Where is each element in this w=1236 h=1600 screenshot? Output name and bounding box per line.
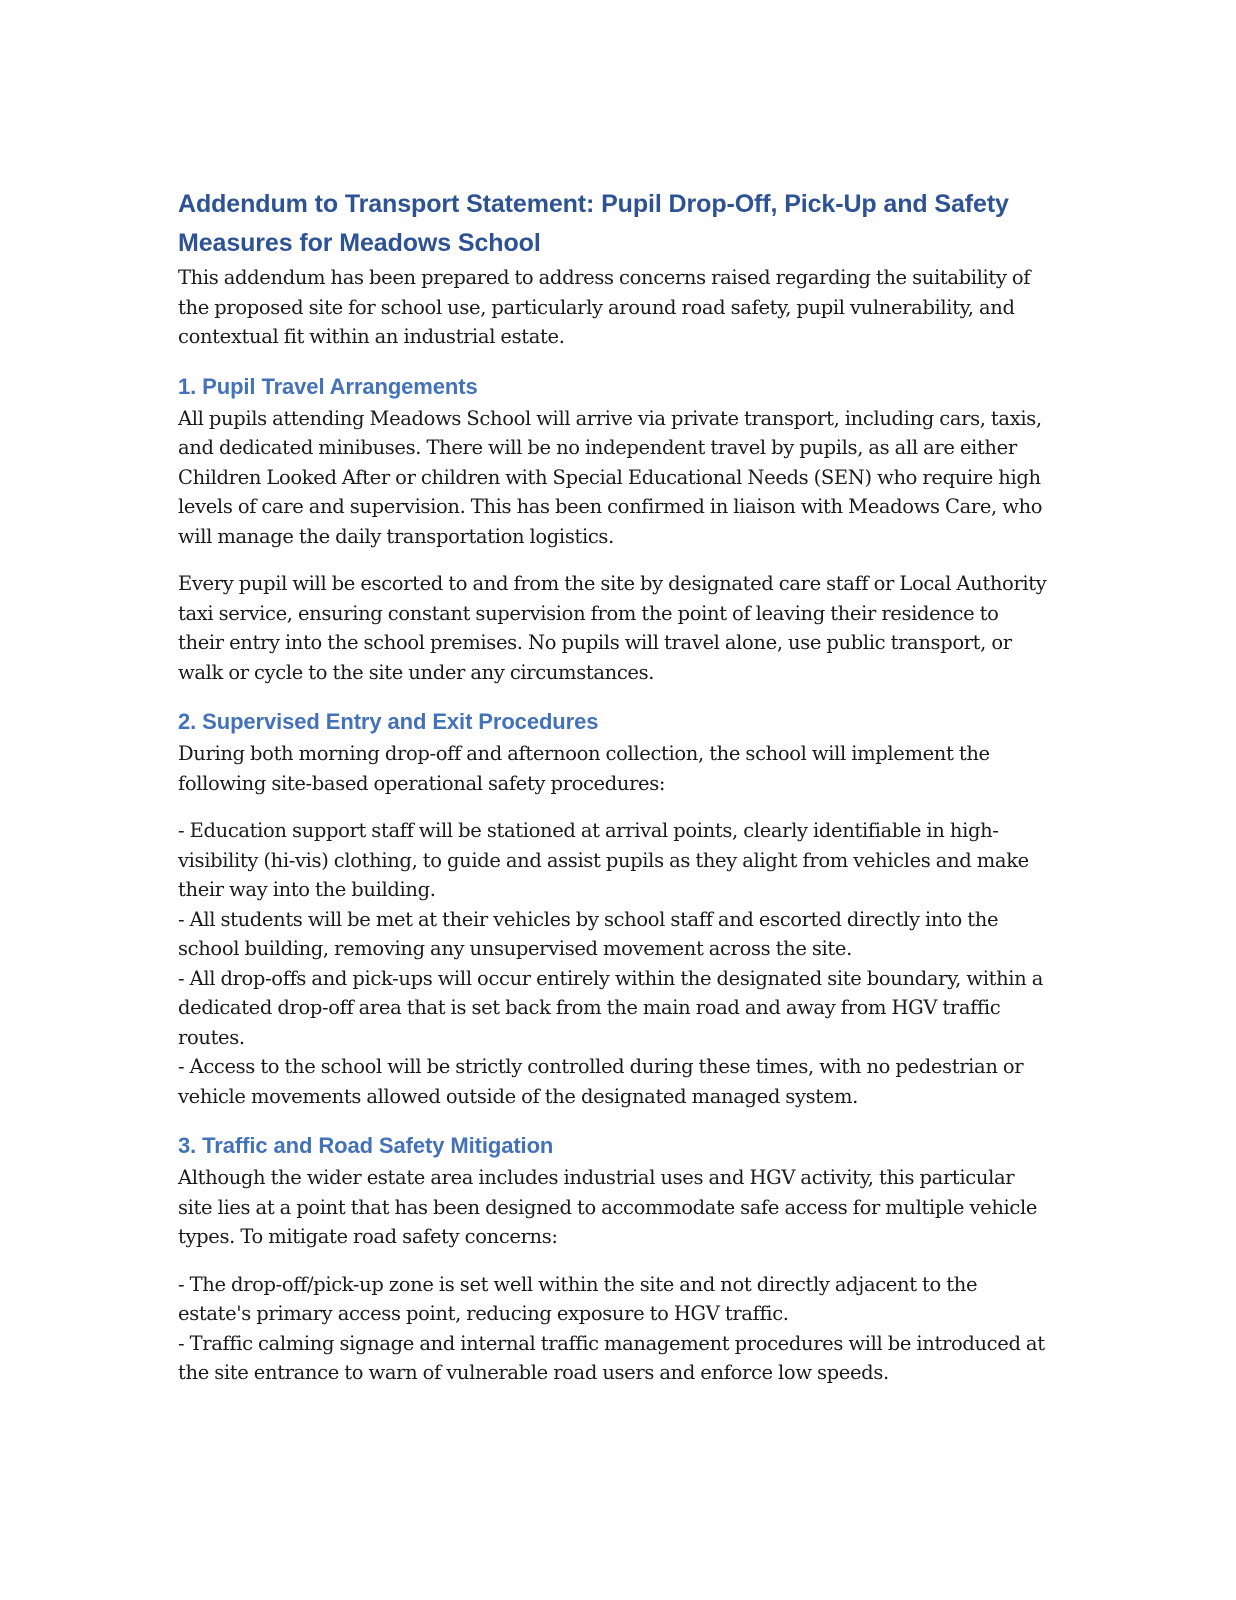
bullet-item: - All drop-offs and pick-ups will occur entirely within the designated site boundary, within a dedicated drop-off area that is set back from the main road and away from HGV traffic routes. (178, 966, 1043, 1049)
intro-paragraph: This addendum has been prepared to address concerns raised regarding the suitability of the proposed site for school use, particularly around road safety, pupil vulnerability, and contextual fit within an industrial estate. (178, 266, 1031, 348)
section-supervised-entry (178, 707, 1048, 1111)
body-paragraph: During both morning drop-off and afternoon collection, the school will implement the following site-based operational safety procedures: (178, 742, 990, 795)
section-heading: 2. Supervised Entry and Exit Procedures (178, 709, 599, 734)
bullet-item: - Traffic calming signage and internal traffic management procedures will be introduced at the site entrance to warn of vulnerable road users and enforce low speeds. (178, 1331, 1045, 1384)
bullet-list (178, 1270, 1048, 1388)
body-paragraph: Although the wider estate area includes industrial uses and HGV activity, this particular site lies at a point that has been designed to accommodate safe access for multiple vehicle types. To mitigate road safety concerns: (178, 1166, 1038, 1248)
bullet-item: - The drop-off/pick-up zone is set well within the site and not directly adjacent to the estate's primary access point, reducing exposure to HGV traffic. (178, 1272, 978, 1325)
section-heading: 3. Traffic and Road Safety Mitigation (178, 1133, 554, 1158)
section-heading: 1. Pupil Travel Arrangements (178, 373, 478, 399)
document-page (178, 185, 1048, 1388)
bullet-item: - All students will be met at their vehicles by school staff and escorted directly into the school building, removing any unsupervised movement across the site. (178, 907, 999, 960)
body-paragraph: Every pupil will be escorted to and from the site by designated care staff or Local Authority taxi service, ensuring constant supervision from the point of leaving their residence to their entry into the school premises. No pupils will travel alone, use public transport, or walk or cycle to the site under any circumstances. (178, 572, 1047, 684)
section-traffic-safety (178, 1131, 1048, 1388)
bullet-item: - Access to the school will be strictly controlled during these times, with no pedestrian or vehicle movements allowed outside of the designated managed system. (178, 1055, 1024, 1108)
document-title: Addendum to Transport Statement: Pupil Drop-Off, Pick-Up and Safety Measures for Meadows School (178, 190, 1009, 257)
bullet-list (178, 816, 1048, 1111)
bullet-item: - Education support staff will be stationed at arrival points, clearly identifiable in high-visibility (hi-vis) clothing, to guide and assist pupils as they alight from vehicles and make their way into the building. (178, 819, 1029, 901)
body-paragraph: All pupils attending Meadows School will arrive via private transport, including cars, taxis, and dedicated minibuses. There will be no independent travel by pupils, as all are either Children Looked After or children with Special Educational Needs (SEN) who require high levels of care and supervision. This has been confirmed in liaison with Meadows Care, who will manage the daily transportation logistics. (178, 406, 1043, 548)
section-pupil-travel (178, 372, 1048, 688)
